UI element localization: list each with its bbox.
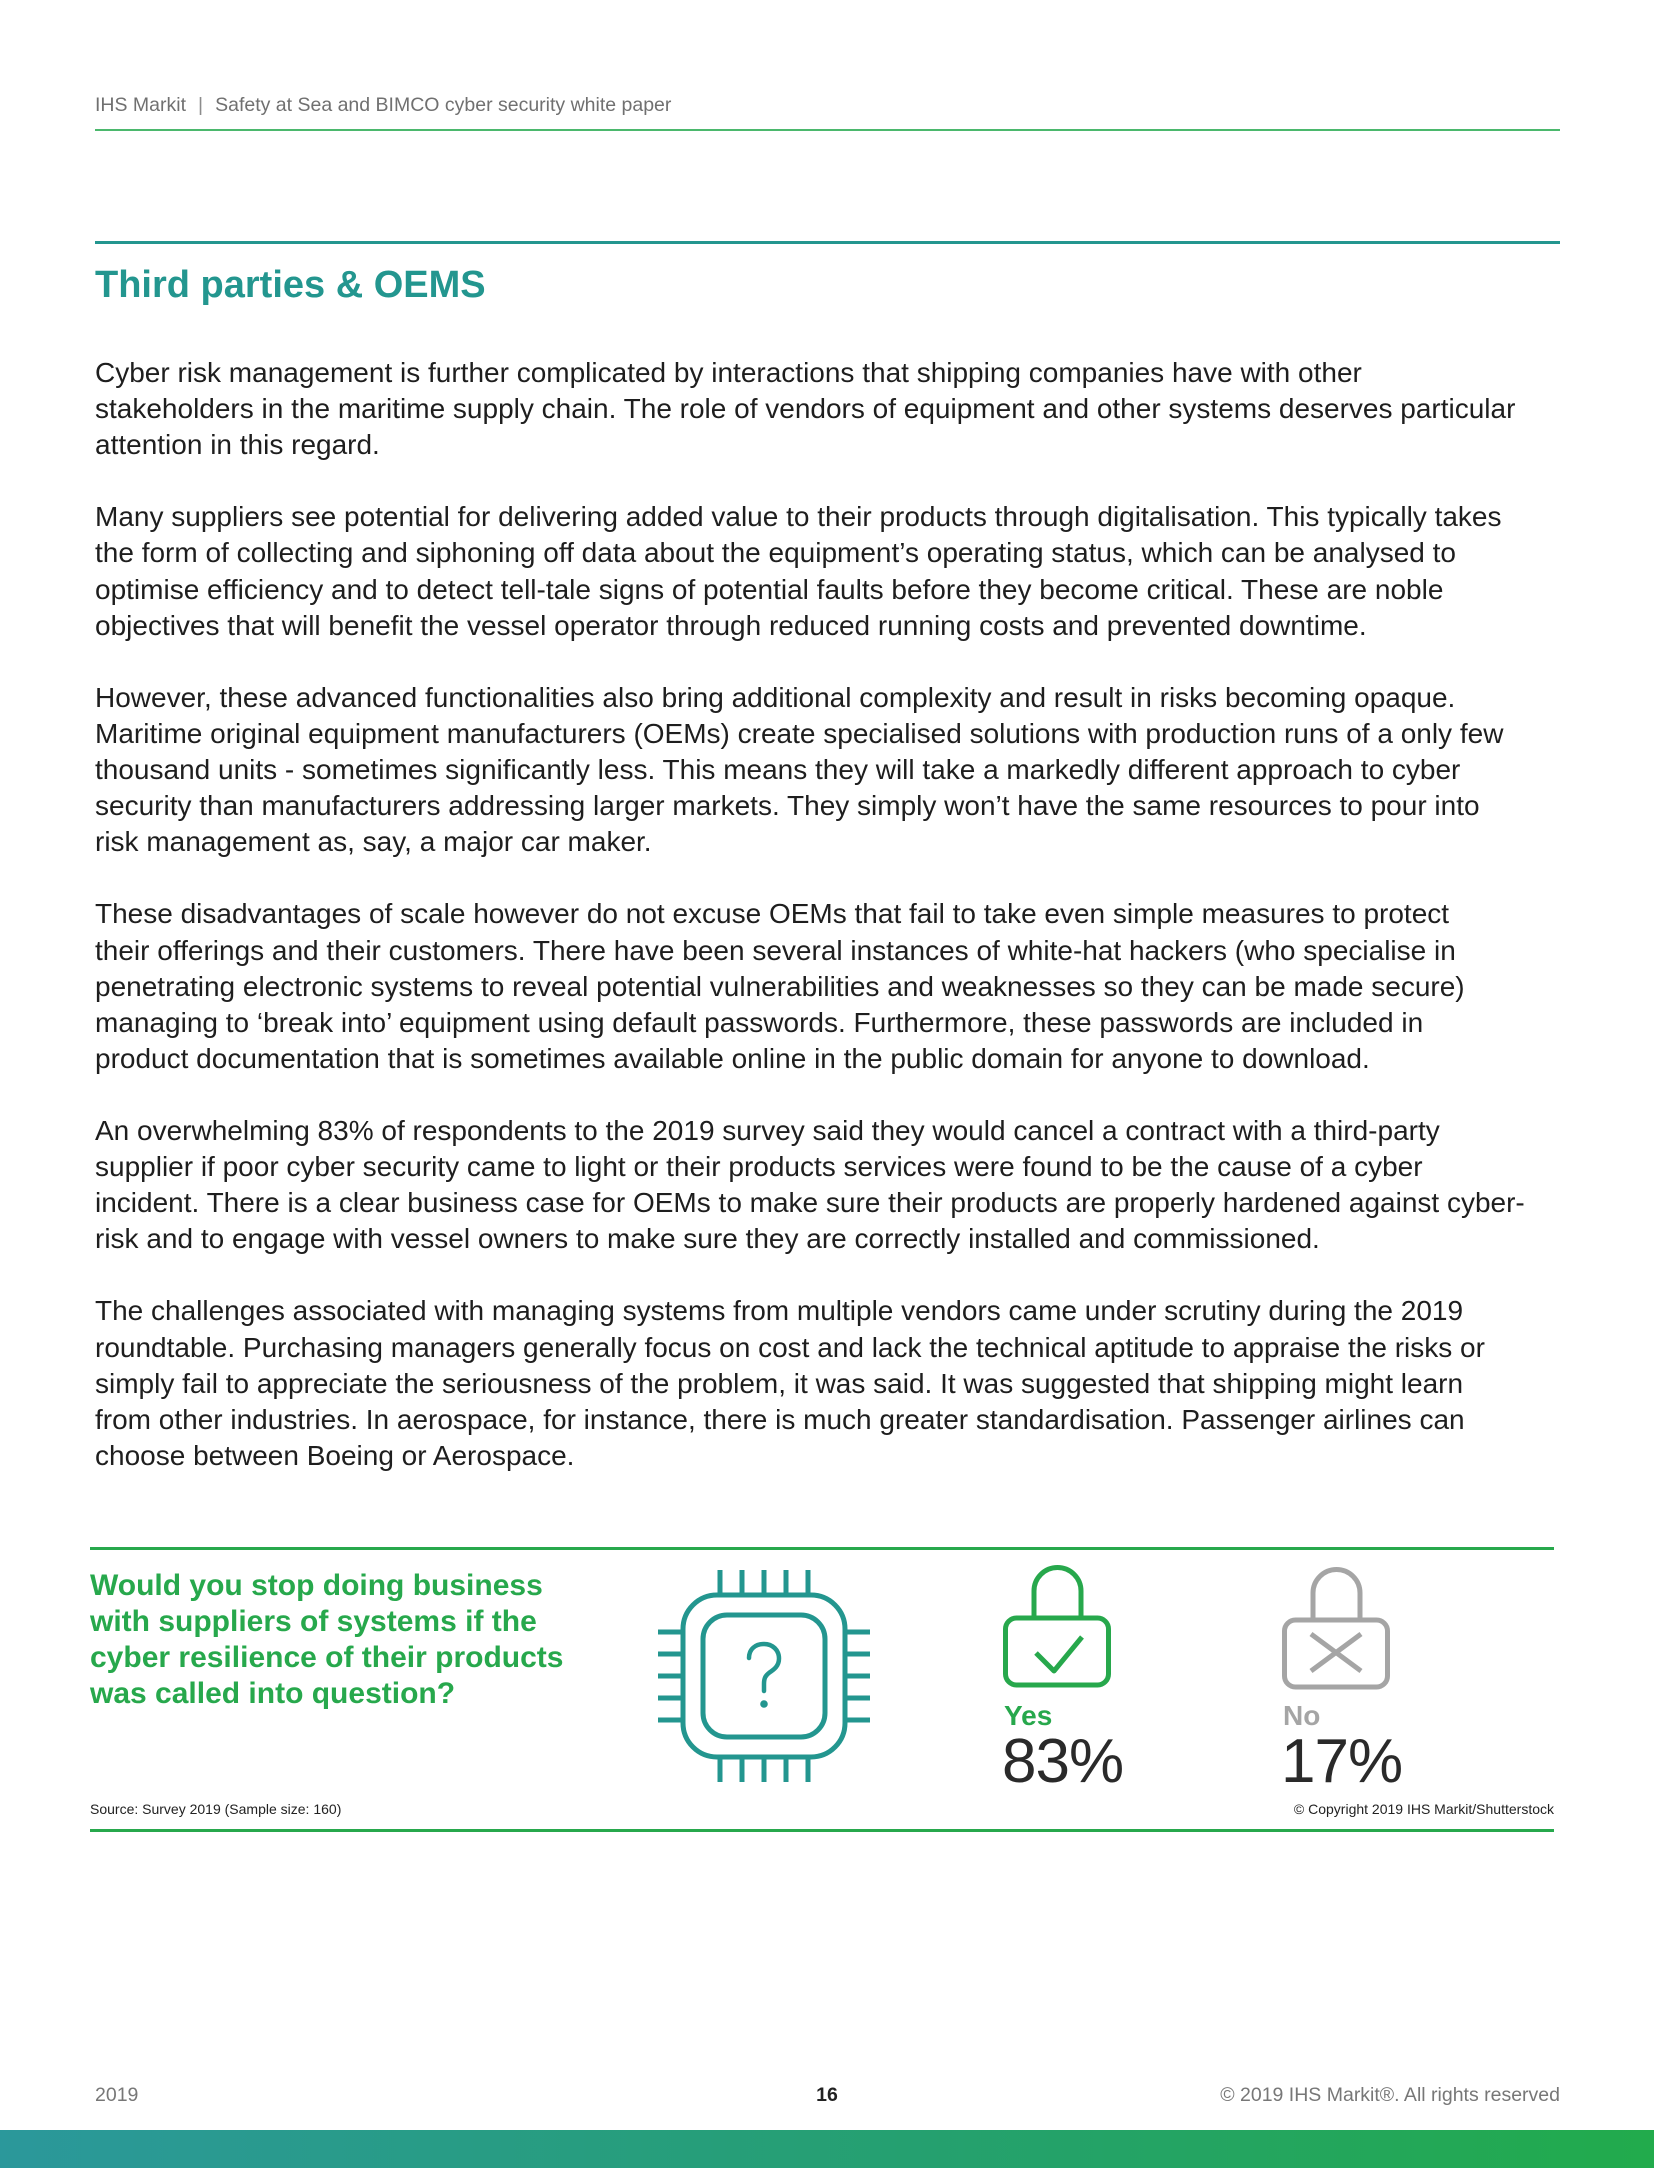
text-line: thousand units - sometimes significantly less. This means they will take a markedly different approach to cyber xyxy=(95,754,1461,786)
infographic-top-rule xyxy=(90,1547,1554,1550)
chip-pins-bottom xyxy=(720,1757,808,1782)
answer-yes-percent: 83% xyxy=(1002,1727,1124,1796)
chip-pins-left xyxy=(658,1632,683,1720)
header-separator: | xyxy=(198,94,204,116)
answer-no-percent: 17% xyxy=(1281,1727,1403,1796)
text-line: Cyber risk management is further complicated by interactions that shipping companies have with other xyxy=(95,357,1362,388)
paragraph xyxy=(95,355,1560,463)
survey-source: Source: Survey 2019 (Sample size: 160) xyxy=(90,1801,342,1817)
header-rule xyxy=(95,129,1560,131)
text-line: managing to ‘break into’ equipment using default passwords. Furthermore, these passwords are included in xyxy=(95,1006,1424,1038)
paragraph xyxy=(95,680,1560,860)
lock-shackle xyxy=(1034,1568,1081,1618)
section-title-rule xyxy=(95,241,1560,244)
paragraph xyxy=(95,896,1560,1076)
lock-shackle xyxy=(1313,1570,1360,1620)
question-line: with suppliers of systems if the xyxy=(90,1605,537,1638)
question-mark-glyph xyxy=(749,1644,779,1691)
answer-no-label: No xyxy=(1283,1700,1321,1731)
header-document-title: Safety at Sea and BIMCO cyber security white paper xyxy=(215,94,672,116)
text-line: attention in this regard. xyxy=(95,429,380,461)
question-line: cyber resilience of their products xyxy=(90,1641,564,1674)
microchip-question-icon xyxy=(658,1570,870,1782)
lock-body xyxy=(1006,1618,1109,1685)
chip-pins-top xyxy=(720,1570,808,1595)
text-line: optimise efficiency and to detect tell-tale signs of potential faults before they become critical. These are noble xyxy=(95,573,1444,605)
text-line: objectives that will benefit the vessel operator through reduced running costs and prevented downtime. xyxy=(95,609,1367,641)
page-number: 16 xyxy=(816,2084,838,2106)
image-credit: © Copyright 2019 IHS Markit/Shutterstock xyxy=(1293,1801,1554,1817)
text-line: product documentation that is sometimes available online in the public domain for anyone to download. xyxy=(95,1042,1370,1074)
section-title: Third parties & OEMS xyxy=(95,264,486,306)
chip-pins-right xyxy=(845,1632,870,1720)
footer-copyright: © 2019 IHS Markit®. All rights reserved xyxy=(1220,2084,1560,2106)
text-line: incident. There is a clear business case for OEMs to make sure their products are properly hardened against cyber- xyxy=(95,1187,1525,1219)
text-line: The challenges associated with managing systems from multiple vendors came under scrutiny during the 2019 xyxy=(95,1295,1464,1327)
padlock-check-icon xyxy=(1002,1565,1114,1689)
question-line: Would you stop doing business xyxy=(90,1569,543,1602)
text-line: penetrating electronic systems to reveal potential vulnerabilities and weaknesses so they can be made secure) xyxy=(95,970,1465,1002)
body-text xyxy=(95,355,1560,1510)
text-line: stakeholders in the maritime supply chain. The role of vendors of equipment and other systems deserves particular xyxy=(95,393,1516,425)
text-line: Maritime original equipment manufacturers (OEMs) create specialised solutions with production runs of a only few xyxy=(95,717,1504,749)
text-line: security than manufacturers addressing larger markets. They simply won’t have the same resources to pour into xyxy=(95,790,1480,822)
text-line: Many suppliers see potential for delivering added value to their products through digitalisation. This typically takes xyxy=(95,501,1502,533)
survey-question xyxy=(90,1568,563,1712)
text-line: their offerings and their customers. There have been several instances of white-hat hackers (who specialise in xyxy=(95,934,1456,966)
text-line: choose between Boeing or Aerospace. xyxy=(95,1439,575,1471)
text-line: risk and to engage with vessel owners to make sure they are correctly installed and commissioned. xyxy=(95,1223,1320,1255)
text-line: However, these advanced functionalities also bring additional complexity and result in risks becoming opaque. xyxy=(95,681,1456,713)
header-brand: IHS Markit xyxy=(95,94,187,116)
running-header xyxy=(95,93,671,117)
paragraph xyxy=(95,1293,1560,1473)
question-line: was called into question? xyxy=(90,1677,456,1710)
question-mark-dot xyxy=(760,1700,768,1708)
text-line: An overwhelming 83% of respondents to the 2019 survey said they would cancel a contract with a third-party xyxy=(95,1114,1440,1146)
text-line: risk management as, say, a major car maker. xyxy=(95,826,652,858)
answer-yes-label: Yes xyxy=(1004,1700,1053,1731)
padlock-cross-icon xyxy=(1281,1567,1393,1691)
cross-mark xyxy=(1311,1634,1361,1671)
bottom-gradient-bar xyxy=(0,2130,1654,2168)
footer-year: 2019 xyxy=(95,2084,139,2106)
text-line: roundtable. Purchasing managers generally focus on cost and lack the technical aptitude to appraise the risks or xyxy=(95,1331,1485,1363)
text-line: the form of collecting and siphoning off data about the equipment’s operating status, which can be analysed to xyxy=(95,537,1456,569)
text-line: supplier if poor cyber security came to light or their products services were found to be the cause of a cyber xyxy=(95,1151,1423,1183)
text-line: from other industries. In aerospace, for instance, there is much greater standardisation. Passenger airlines can xyxy=(95,1403,1465,1435)
text-line: simply fail to appreciate the seriousness of the problem, it was said. It was suggested that shipping might learn xyxy=(95,1367,1464,1399)
text-line: These disadvantages of scale however do not excuse OEMs that fail to take even simple measures to protect xyxy=(95,898,1450,930)
check-mark xyxy=(1036,1637,1082,1671)
infographic-bottom-rule xyxy=(90,1829,1554,1832)
paragraph xyxy=(95,499,1560,643)
paragraph xyxy=(95,1113,1560,1257)
